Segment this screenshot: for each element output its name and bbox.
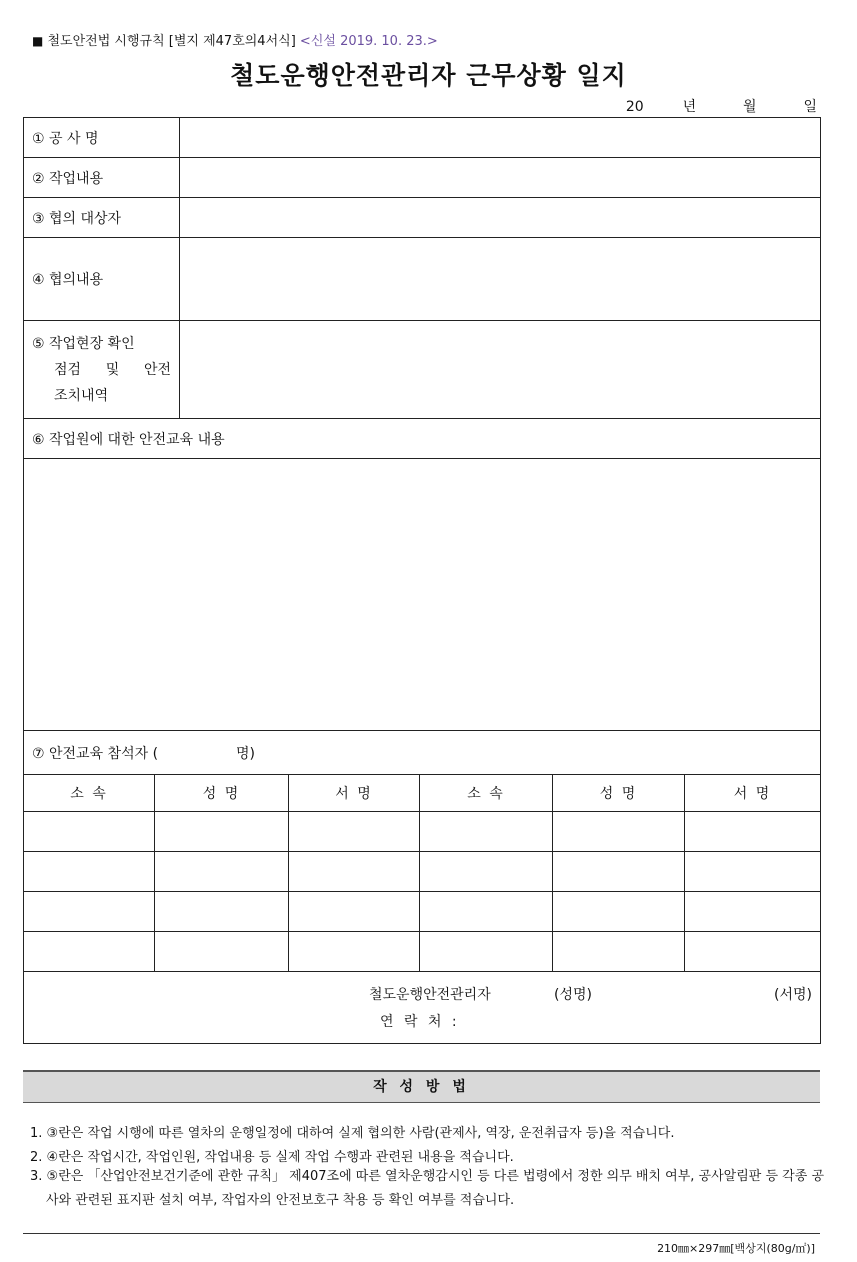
cell[interactable] <box>420 892 553 932</box>
consult-content-field[interactable] <box>180 238 821 321</box>
row-attendees-label <box>24 731 821 775</box>
cell[interactable] <box>289 892 420 932</box>
date-day-label: 일 <box>803 99 817 115</box>
site-check-label <box>24 321 180 419</box>
footer-divider <box>23 1233 820 1234</box>
site-check-field[interactable] <box>180 321 821 419</box>
table-row <box>24 892 821 932</box>
cell[interactable] <box>155 892 289 932</box>
attendees-label <box>24 731 821 775</box>
consult-target-field[interactable] <box>180 198 821 238</box>
cell[interactable] <box>553 852 685 892</box>
row-education-label <box>24 419 821 459</box>
consult-target-label: ③ 협의 대상자 <box>24 198 180 238</box>
contact-field[interactable]: 연 락 처 : <box>380 1014 460 1030</box>
form-reference <box>32 30 438 49</box>
col-signature-2: 서 명 <box>685 775 821 812</box>
site-check-label-line2: 점검 및 안전 <box>54 361 172 378</box>
manager-role: 철도운행안전관리자 <box>369 987 491 1003</box>
attendees-header-row <box>24 775 821 812</box>
table-row <box>24 812 821 852</box>
cell[interactable] <box>289 812 420 852</box>
signature-row <box>24 972 821 1044</box>
date-year-prefix: 20 <box>625 99 644 115</box>
project-name-field[interactable] <box>180 118 821 158</box>
manager-signature-field[interactable]: (서명) <box>774 987 812 1003</box>
cell[interactable] <box>553 932 685 972</box>
method-note-2: 2. ④란은 작업시간, 작업인원, 작업내용 등 실제 작업 수행과 관련된 내용을 적습니다. <box>30 1150 514 1165</box>
project-name-label: ① 공 사 명 <box>24 118 180 158</box>
cell[interactable] <box>24 892 155 932</box>
method-note-3-text: 3. ⑤란은 「산업안전보건기준에 관한 규칙」 제407조에 따른 열차운행감시인 등 다른 법령에서 정한 의무 배치 여부, 공사알림판 등 각종 공사와 관련된 표지판 설치 여부, 작업자의 안전보호구 착용 등 확인 여부를 적습니다. <box>30 1169 824 1208</box>
date-year-label: 년 <box>682 99 697 115</box>
table-row <box>24 932 821 972</box>
attendees-count-unit: 명) <box>236 745 256 762</box>
table-row <box>24 852 821 892</box>
date-line <box>626 96 817 116</box>
cell[interactable] <box>685 892 821 932</box>
method-note-3 <box>30 1165 824 1213</box>
cell[interactable] <box>553 812 685 852</box>
manager-name-field[interactable]: (성명) <box>554 987 592 1003</box>
cell[interactable] <box>553 892 685 932</box>
cell[interactable] <box>420 812 553 852</box>
cell[interactable] <box>420 932 553 972</box>
col-affiliation-1: 소 속 <box>24 775 155 812</box>
cell[interactable] <box>24 812 155 852</box>
signature-cell <box>24 972 821 1044</box>
site-check-label-line3: 조치내역 <box>54 387 109 404</box>
cell[interactable] <box>685 852 821 892</box>
paper-spec: 210㎜×297㎜[백상지(80g/㎡)] <box>657 1242 815 1255</box>
cell[interactable] <box>155 812 289 852</box>
date-month-label: 월 <box>743 99 757 115</box>
row-project-name <box>24 118 821 158</box>
cell[interactable] <box>155 932 289 972</box>
page-title: 철도운행안전관리자 근무상황 일지 <box>230 61 627 90</box>
revision-note: <신설 2019. 10. 23.> <box>299 34 438 49</box>
method-title: 작 성 방 법 <box>23 1070 820 1103</box>
cell[interactable] <box>685 932 821 972</box>
cell[interactable] <box>420 852 553 892</box>
square-bullet-icon: ■ <box>32 34 44 48</box>
attendees-label-text: ⑦ 안전교육 참석자 ( <box>32 745 159 762</box>
attendees-table <box>23 774 821 1044</box>
cell[interactable] <box>24 932 155 972</box>
row-consult-content <box>24 238 821 321</box>
log-form-table <box>23 117 821 775</box>
col-affiliation-2: 소 속 <box>420 775 553 812</box>
cell[interactable] <box>685 812 821 852</box>
row-consult-target <box>24 198 821 238</box>
work-content-field[interactable] <box>180 158 821 198</box>
site-check-label-line1: ⑤ 작업현장 확인 <box>32 335 135 352</box>
row-education-content <box>24 459 821 731</box>
education-content-field[interactable] <box>24 459 821 731</box>
col-signature-1: 서 명 <box>289 775 420 812</box>
work-content-label: ② 작업내용 <box>24 158 180 198</box>
education-label: ⑥ 작업원에 대한 안전교육 내용 <box>24 419 821 459</box>
cell[interactable] <box>155 852 289 892</box>
form-ref-text: 철도안전법 시행규칙 [별지 제47호의4서식] <box>47 34 296 49</box>
col-name-1: 성 명 <box>155 775 289 812</box>
cell[interactable] <box>289 932 420 972</box>
row-site-check <box>24 321 821 419</box>
cell[interactable] <box>24 852 155 892</box>
col-name-2: 성 명 <box>553 775 685 812</box>
row-work-content <box>24 158 821 198</box>
method-note-1: 1. ③란은 작업 시행에 따른 열차의 운행일정에 대하여 실제 협의한 사람(관제사, 역장, 운전취급자 등)을 적습니다. <box>30 1126 675 1141</box>
cell[interactable] <box>289 852 420 892</box>
consult-content-label: ④ 협의내용 <box>24 238 180 321</box>
